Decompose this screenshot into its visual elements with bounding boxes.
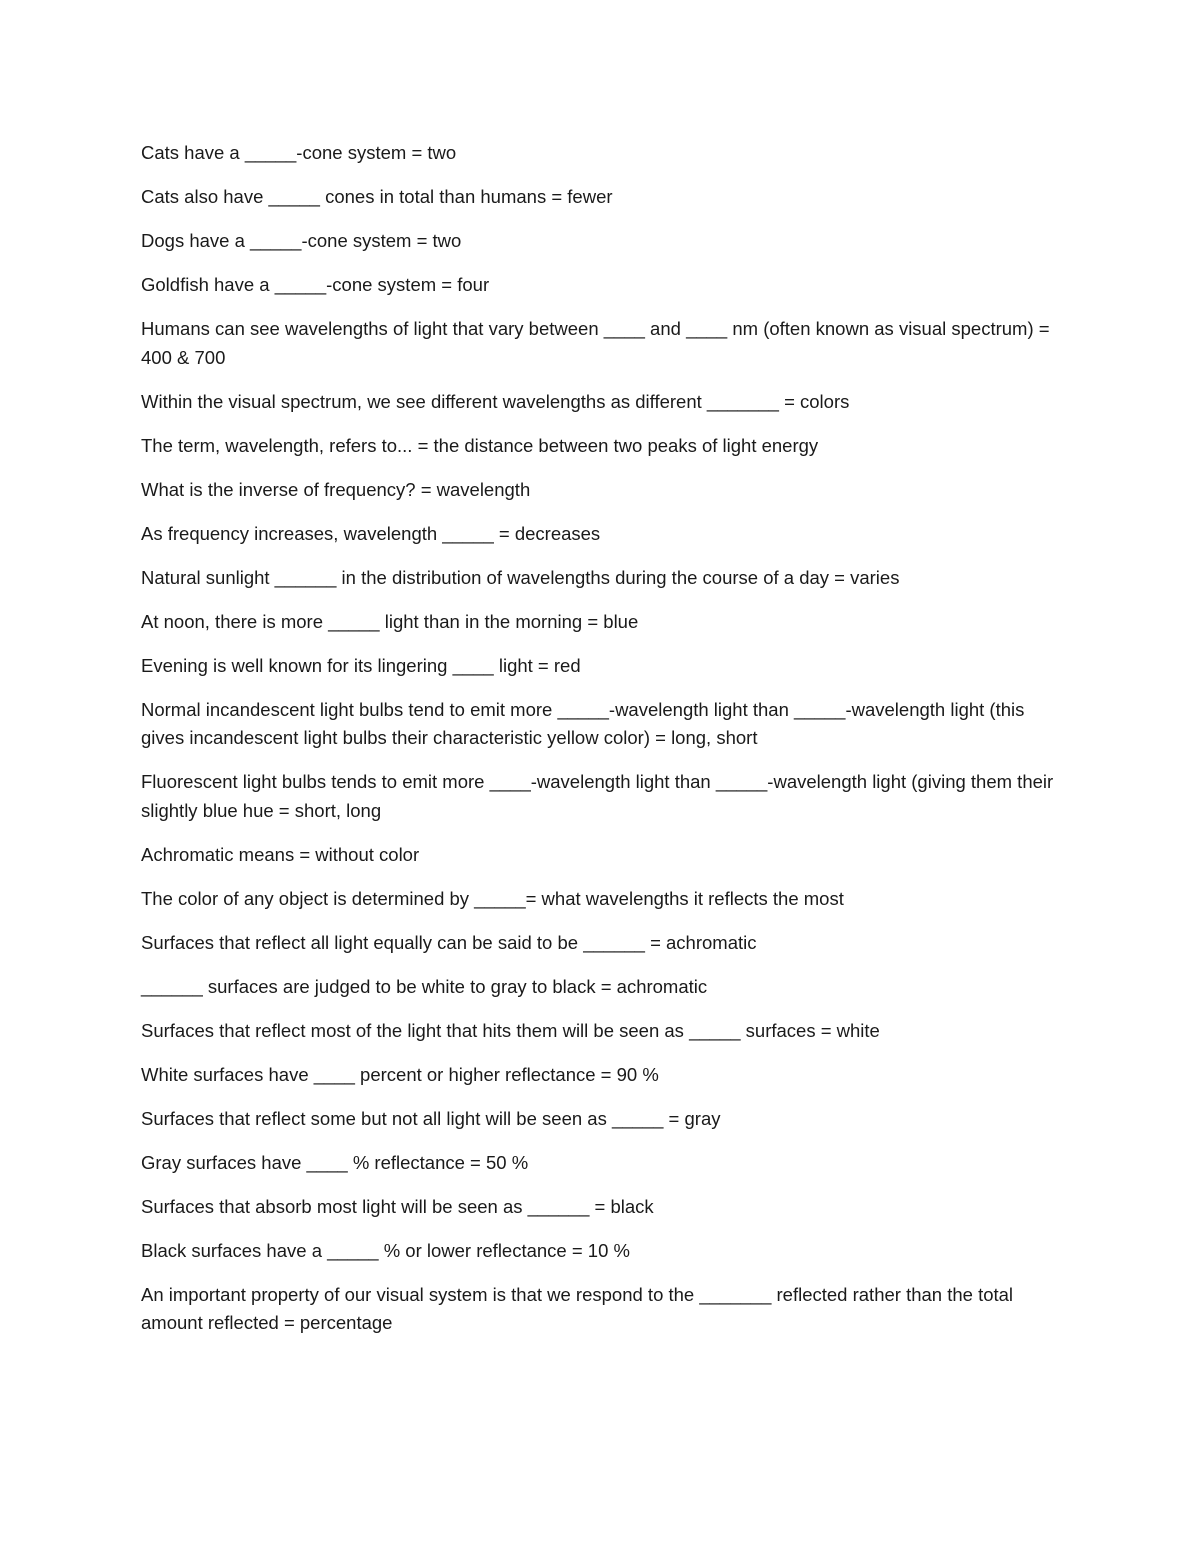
- document-body: [141, 139, 1071, 1353]
- line-2: Cats also have _____ cones in total than humans = fewer: [141, 186, 613, 207]
- line-3: Dogs have a _____-cone system = two: [141, 230, 462, 251]
- line-11: At noon, there is more _____ light than in the morning = blue: [141, 610, 639, 632]
- line-21: Surfaces that reflect some but not all light will be seen as _____ = gray: [141, 1107, 721, 1129]
- line-6: Within the visual spectrum, we see different wavelengths as different _______ = colors: [141, 390, 850, 412]
- line-7: The term, wavelength, refers to... = the distance between two peaks of light energy: [141, 434, 819, 456]
- line-18: ______ surfaces are judged to be white to gray to black = achromatic: [141, 975, 708, 997]
- line-8: What is the inverse of frequency? = wavelength: [141, 478, 531, 500]
- line-16: The color of any object is determined by _____= what wavelengths it reflects the most: [141, 887, 844, 909]
- line-17: Surfaces that reflect all light equally can be said to be ______ = achromatic: [141, 931, 757, 953]
- line-25: An important property of our visual system is that we respond to the _______ reflected rather than the total amount reflected = percentage: [141, 1283, 1014, 1333]
- line-24: Black surfaces have a _____ % or lower reflectance = 10 %: [141, 1239, 630, 1261]
- line-14: Fluorescent light bulbs tends to emit more ____-wavelength light than _____-wavelength light (giving them their slightly blue hue = short, long: [141, 771, 1054, 821]
- line-23: Surfaces that absorb most light will be seen as ______ = black: [141, 1195, 654, 1217]
- line-20: White surfaces have ____ percent or higher reflectance = 90 %: [141, 1063, 659, 1085]
- line-15: Achromatic means = without color: [141, 843, 420, 865]
- line-5: Humans can see wavelengths of light that vary between ____ and ____ nm (often known as visual spectrum) = 400 & 700: [141, 318, 1050, 368]
- line-22: Gray surfaces have ____ % reflectance = 50 %: [141, 1151, 529, 1173]
- line-9: As frequency increases, wavelength _____ = decreases: [141, 522, 601, 544]
- line-12: Evening is well known for its lingering ____ light = red: [141, 654, 581, 676]
- line-1: Cats have a _____-cone system = two: [141, 142, 457, 163]
- line-19: Surfaces that reflect most of the light that hits them will be seen as _____ surfaces = white: [141, 1019, 880, 1041]
- line-4: Goldfish have a _____-cone system = four: [141, 274, 490, 295]
- line-10: Natural sunlight ______ in the distribution of wavelengths during the course of a day = varies: [141, 566, 900, 588]
- line-13: Normal incandescent light bulbs tend to emit more _____-wavelength light than _____-wavelength light (this gives incandescent light bulbs their characteristic yellow color) = long, short: [141, 698, 1025, 748]
